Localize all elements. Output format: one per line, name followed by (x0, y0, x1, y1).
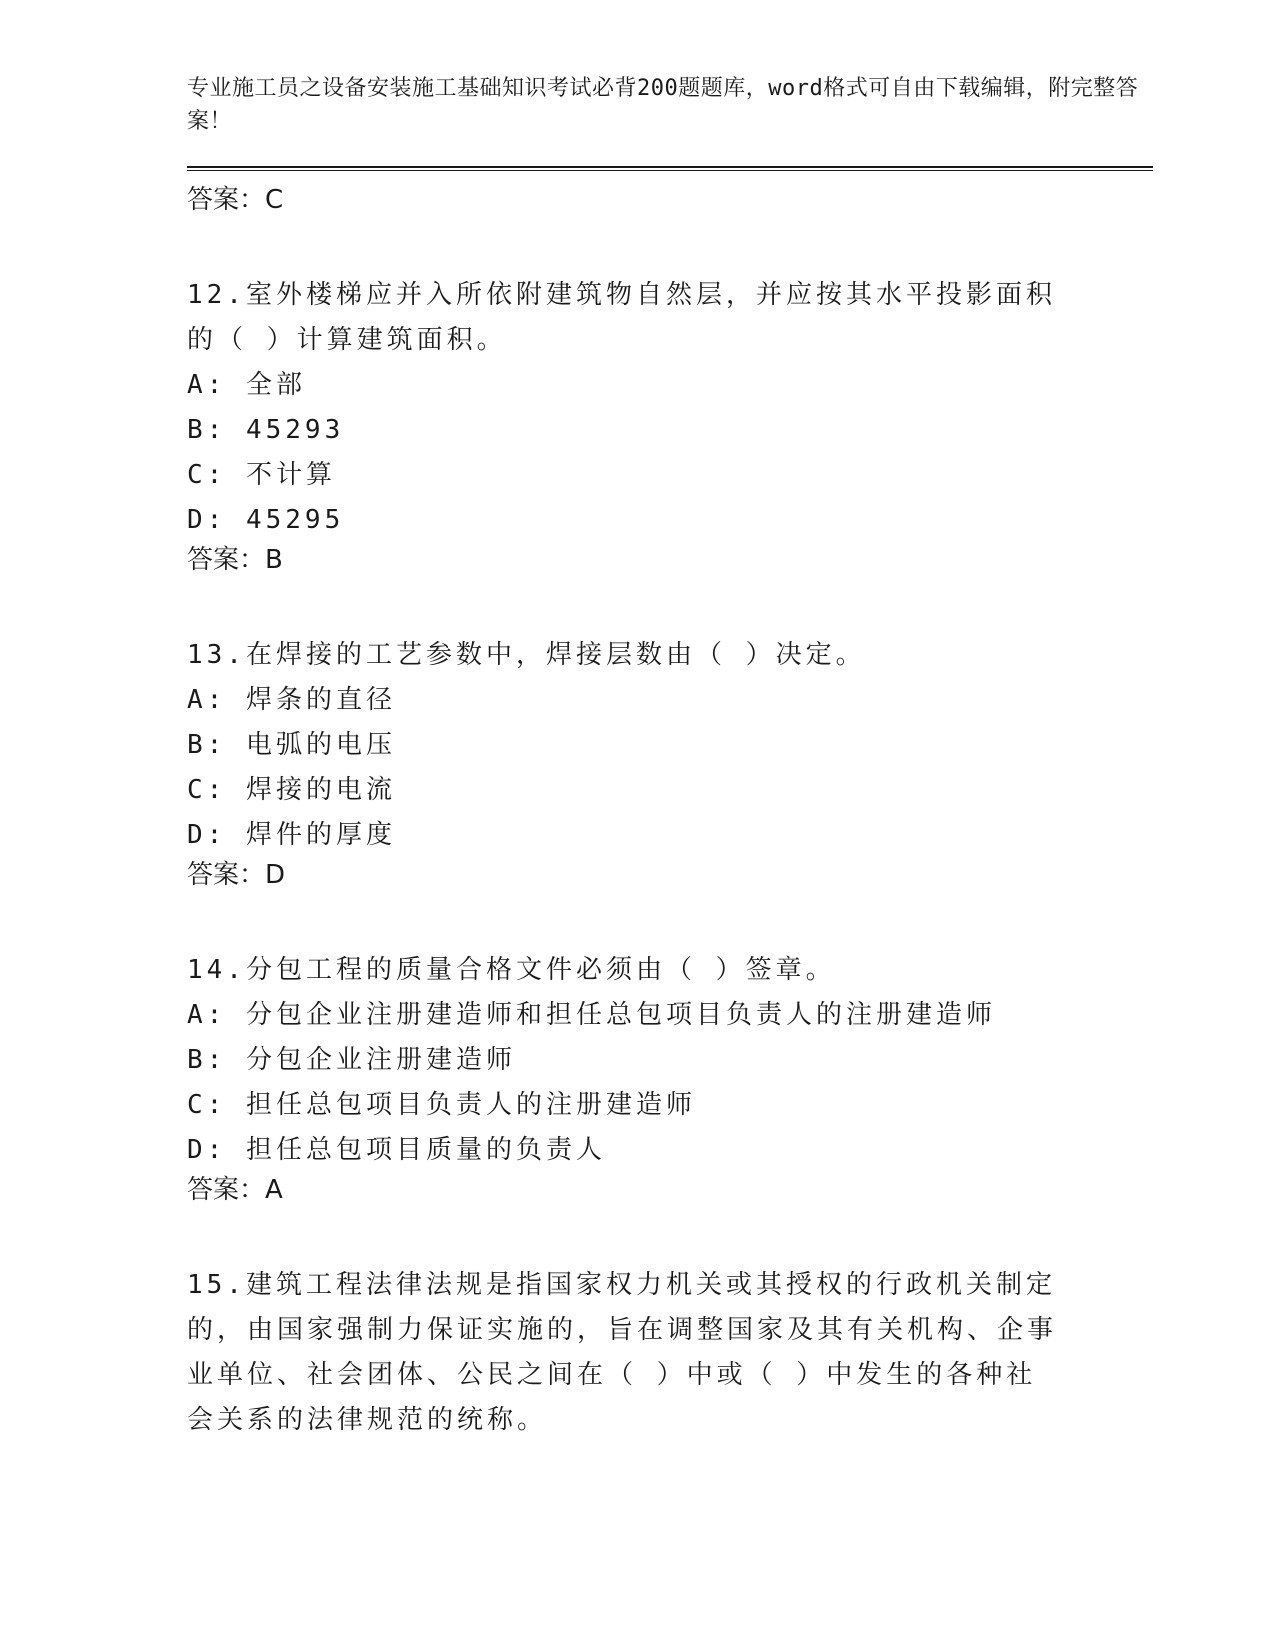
question-12 (187, 273, 1147, 577)
document-page (187, 72, 1147, 1443)
question-stem: 12.室外楼梯应并入所依附建筑物自然层，并应按其水平投影面积的（ ）计算建筑面积。 (187, 280, 1056, 355)
answer-line: 答案：C (187, 185, 284, 215)
question-14 (187, 948, 1147, 1207)
option-a: A: 分包企业注册建造师和担任总包项目负责人的注册建造师 (187, 1000, 996, 1030)
option-c: C: 担任总包项目负责人的注册建造师 (187, 1090, 696, 1120)
answer-line: 答案：B (187, 545, 283, 575)
question-13 (187, 633, 1147, 892)
header-divider (187, 166, 1153, 171)
option-d: D: 担任总包项目质量的负责人 (187, 1135, 606, 1165)
option-c: C: 焊接的电流 (187, 775, 396, 805)
document-header: 专业施工员之设备安装施工基础知识考试必背200题题库，word格式可自由下载编辑，附完整答案！ (187, 76, 1139, 134)
option-b: B: 45293 (187, 415, 345, 445)
answer-line: 答案：A (187, 1175, 283, 1205)
question-15 (187, 1263, 1147, 1443)
option-d: D: 焊件的厚度 (187, 820, 396, 850)
question-stem: 14.分包工程的质量合格文件必须由（ ）签章。 (187, 955, 836, 985)
answer-line: 答案：D (187, 860, 286, 890)
question-stem: 15.建筑工程法律法规是指国家权力机关或其授权的行政机关制定的，由国家强制力保证实施的，旨在调整国家及其有关机构、企事业单位、社会团体、公民之间在（ ）中或（ ）中发生的各种社会关系的法律规范的统称。 (187, 1270, 1058, 1435)
question-stem: 13.在焊接的工艺参数中，焊接层数由（ ）决定。 (187, 640, 866, 670)
option-a: A: 全部 (187, 370, 306, 400)
option-a: A: 焊条的直径 (187, 685, 396, 715)
option-b: B: 分包企业注册建造师 (187, 1045, 516, 1075)
option-b: B: 电弧的电压 (187, 730, 396, 760)
option-d: D: 45295 (187, 505, 345, 535)
option-c: C: 不计算 (187, 460, 336, 490)
